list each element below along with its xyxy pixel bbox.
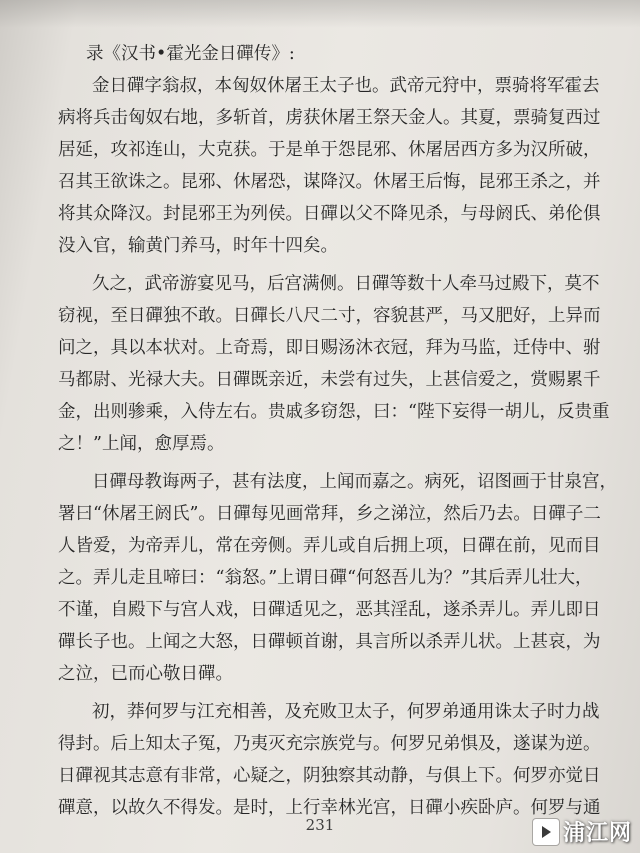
text-line: 人皆爱，为帝弄儿，常在旁侧。弄儿或自后拥上项，日磾在前，见而目: [58, 536, 601, 556]
site-watermark: [533, 816, 632, 847]
text-line: 病将兵击匈奴右地，多斩首，虏获休屠王祭天金人。其夏，票骑复西过: [58, 108, 601, 128]
text-line: 得封。后上知太子冤，乃夷灭充宗族党与。何罗兄弟惧及，遂谋为逆。: [58, 734, 601, 754]
text-line: 日磾视其志意有非常，心疑之，阴独察其动静，与俱上下。何罗亦觉日: [58, 766, 601, 786]
play-icon: [533, 819, 559, 845]
paragraph: [58, 466, 617, 690]
page-number: 231: [305, 816, 335, 834]
page-text: [58, 38, 617, 824]
text-line: 金，出则骖乘，入侍左右。贵戚多窃怨，曰：“陛下妄得一胡儿，反贵重: [58, 402, 610, 422]
text-line: 将其众降汉。封昆邪王为列侯。日磾以父不降见杀，与母阏氏、弟伦俱: [58, 204, 601, 224]
heading: 录《汉书•霍光金日磾传》:: [86, 44, 295, 64]
text-line: 之。弄儿走且啼曰：“翁怒。”上谓日磾“何怒吾儿为？”其后弄儿壮大，: [58, 568, 593, 588]
text-line: 金日磾字翁叔，本匈奴休屠王太子也。武帝元狩中，票骑将军霍去: [92, 76, 600, 96]
text-line: 没入官，输黄门养马，时年十四矣。: [58, 236, 338, 256]
paragraph: [58, 696, 601, 824]
text-line: 日磾母教诲两子，甚有法度，上闻而嘉之。病死，诏图画于甘泉宫，: [92, 472, 617, 492]
text-line: 窃视，至日磾独不敢。日磾长八尺二寸，容貌甚严，马又肥好，上异而: [58, 306, 601, 326]
text-line: 居延，攻祁连山，大克获。于是单于怨昆邪、休屠居西方多为汉所破，: [58, 140, 601, 160]
text-line: 初，莽何罗与江充相善，及充败卫太子，何罗弟通用诛太子时力战: [92, 702, 600, 722]
text-line: 署曰“休屠王阏氏”。日磾每见画常拜，乡之涕泣，然后乃去。日磾子二: [58, 504, 601, 524]
text-line: 之泣，已而心敬日磾。: [58, 664, 233, 684]
text-line: 磾长子也。上闻之大怒，日磾顿首谢，具言所以杀弄儿状。上甚哀，为: [58, 632, 601, 652]
text-line: 问之，具以本状对。上奇焉，即日赐汤沐衣冠，拜为马监，迁侍中、驸: [58, 338, 601, 358]
text-line: 马都尉、光禄大夫。日磾既亲近，未尝有过失，上甚信爱之，赏赐累千: [58, 370, 601, 390]
paragraph: [58, 268, 610, 460]
text-line: 不谨，自殿下与宫人戏，日磾适见之，恶其淫乱，遂杀弄儿。弄儿即日: [58, 600, 601, 620]
text-line: 召其王欲诛之。昆邪、休屠恐，谋降汉。休屠王后悔，昆邪王杀之，并: [58, 172, 601, 192]
watermark-text: 浦江网: [562, 821, 632, 846]
text-line: 久之，武帝游宴见马，后宫满侧。日磾等数十人牵马过殿下，莫不: [92, 274, 600, 294]
text-line: 之！”上闻，愈厚焉。: [58, 434, 225, 454]
text-line: 磾意，以故久不得发。是时，上行幸林光宫，日磾小疾卧庐。何罗与通: [58, 798, 601, 818]
paragraph: [58, 70, 601, 262]
